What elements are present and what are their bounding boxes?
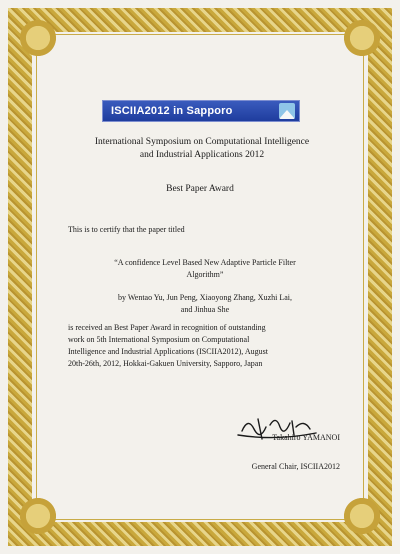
body-line-2: work on 5th International Symposium on Computational (68, 335, 250, 344)
symposium-line-2: and Industrial Applications 2012 (139, 150, 265, 160)
authors-line-2: and Jinhua She (180, 305, 230, 314)
paper-title-line-1: “A confidence Level Based New Adaptive Particle Filter (114, 258, 296, 267)
award-title: Best Paper Award (166, 184, 234, 194)
mountain-logo-icon (279, 103, 295, 119)
authors (80, 292, 330, 316)
symposium-line-1: International Symposium on Computational Intelligence (94, 137, 310, 147)
chair-title: General Chair, ISCIIA2012 (251, 462, 340, 471)
award-body-text (68, 322, 340, 370)
symposium-name (72, 136, 332, 162)
authors-line-1: by Wentao Yu, Jun Peng, Xiaoyong Zhang, Xuzhi Lai, (118, 293, 292, 302)
paper-title-line-2: Algorithm” (186, 270, 224, 279)
signer-name: Takahiro YAMANOI (272, 433, 340, 442)
certify-statement: This is to certify that the paper titled (68, 225, 185, 234)
certificate-content (50, 36, 350, 516)
paper-title (80, 257, 330, 281)
body-line-3: Intelligence and Industrial Applications (ISCIIA2012), August (68, 347, 268, 356)
body-line-4: 20th-26th, 2012, Hokkai-Gakuen University, Sapporo, Japan (68, 359, 263, 368)
conference-banner (102, 100, 300, 122)
body-line-1: is received an Best Paper Award in recognition of outstanding (68, 323, 266, 332)
banner-text: ISCIIA2012 in Sapporo (111, 105, 233, 117)
